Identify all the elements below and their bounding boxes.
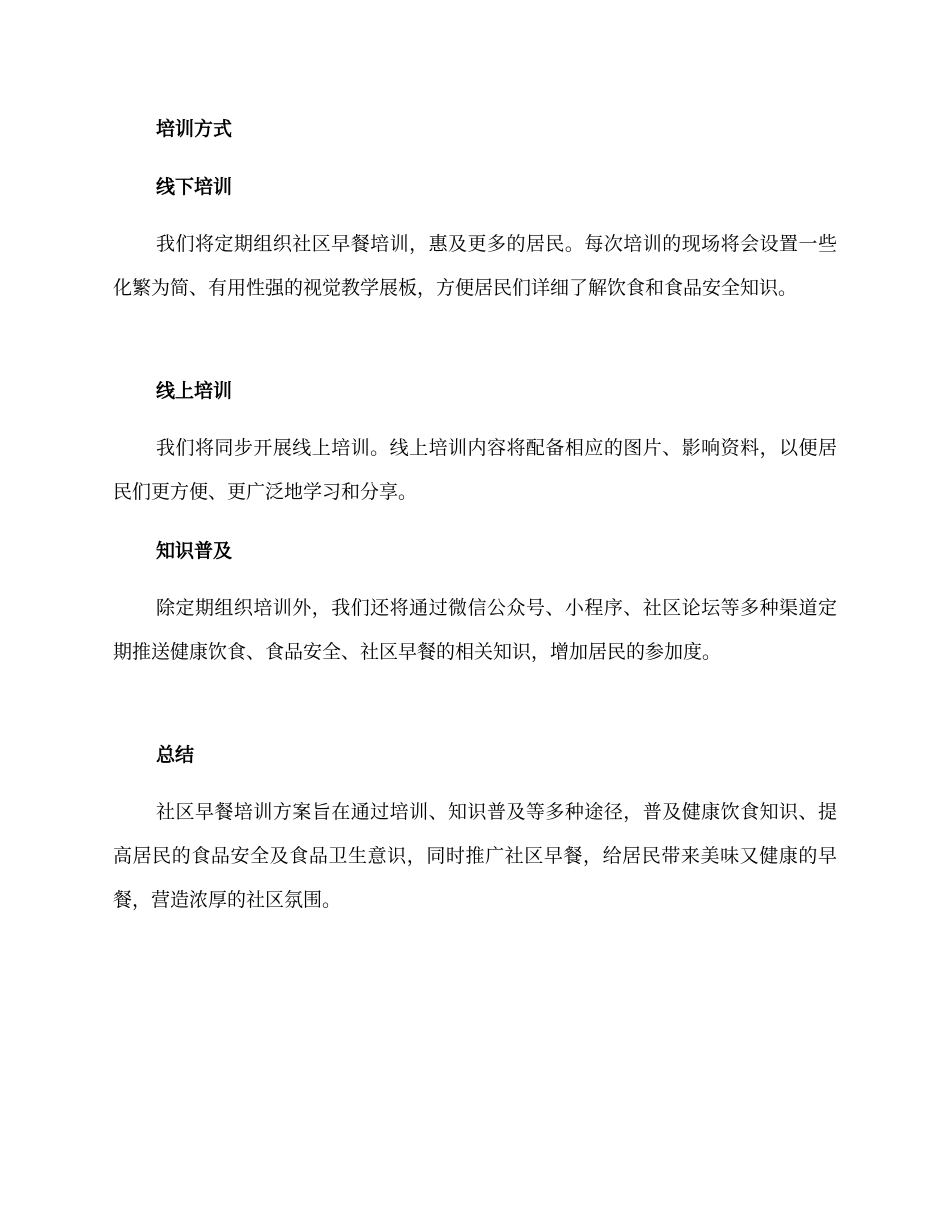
section-heading-knowledge-popularization: 知识普及 (156, 540, 233, 562)
section-heading-online-training: 线上培训 (156, 380, 233, 402)
paragraph-summary: 社区早餐培训方案旨在通过培训、知识普及等多种途径，普及健康饮食知识、提高居民的食品安全及食品卫生意识，同时推广社区早餐，给居民带来美味又健康的早餐，营造浓厚的社区氛围。 (113, 801, 837, 911)
section-heading-summary: 总结 (156, 744, 195, 766)
paragraph-offline-training: 我们将定期组织社区早餐培训，惠及更多的居民。每次培训的现场将会设置一些化繁为简、有用性强的视觉教学展板，方便居民们详细了解饮食和食品安全知识。 (113, 233, 837, 299)
section-heading-offline-training: 线下培训 (156, 176, 233, 198)
section-heading-training-methods: 培训方式 (156, 118, 233, 140)
paragraph-knowledge-popularization: 除定期组织培训外，我们还将通过微信公众号、小程序、社区论坛等多种渠道定期推送健康饮食、食品安全、社区早餐的相关知识，增加居民的参加度。 (113, 597, 837, 663)
paragraph-online-training: 我们将同步开展线上培训。线上培训内容将配备相应的图片、影响资料，以便居民们更方便、更广泛地学习和分享。 (113, 437, 837, 503)
